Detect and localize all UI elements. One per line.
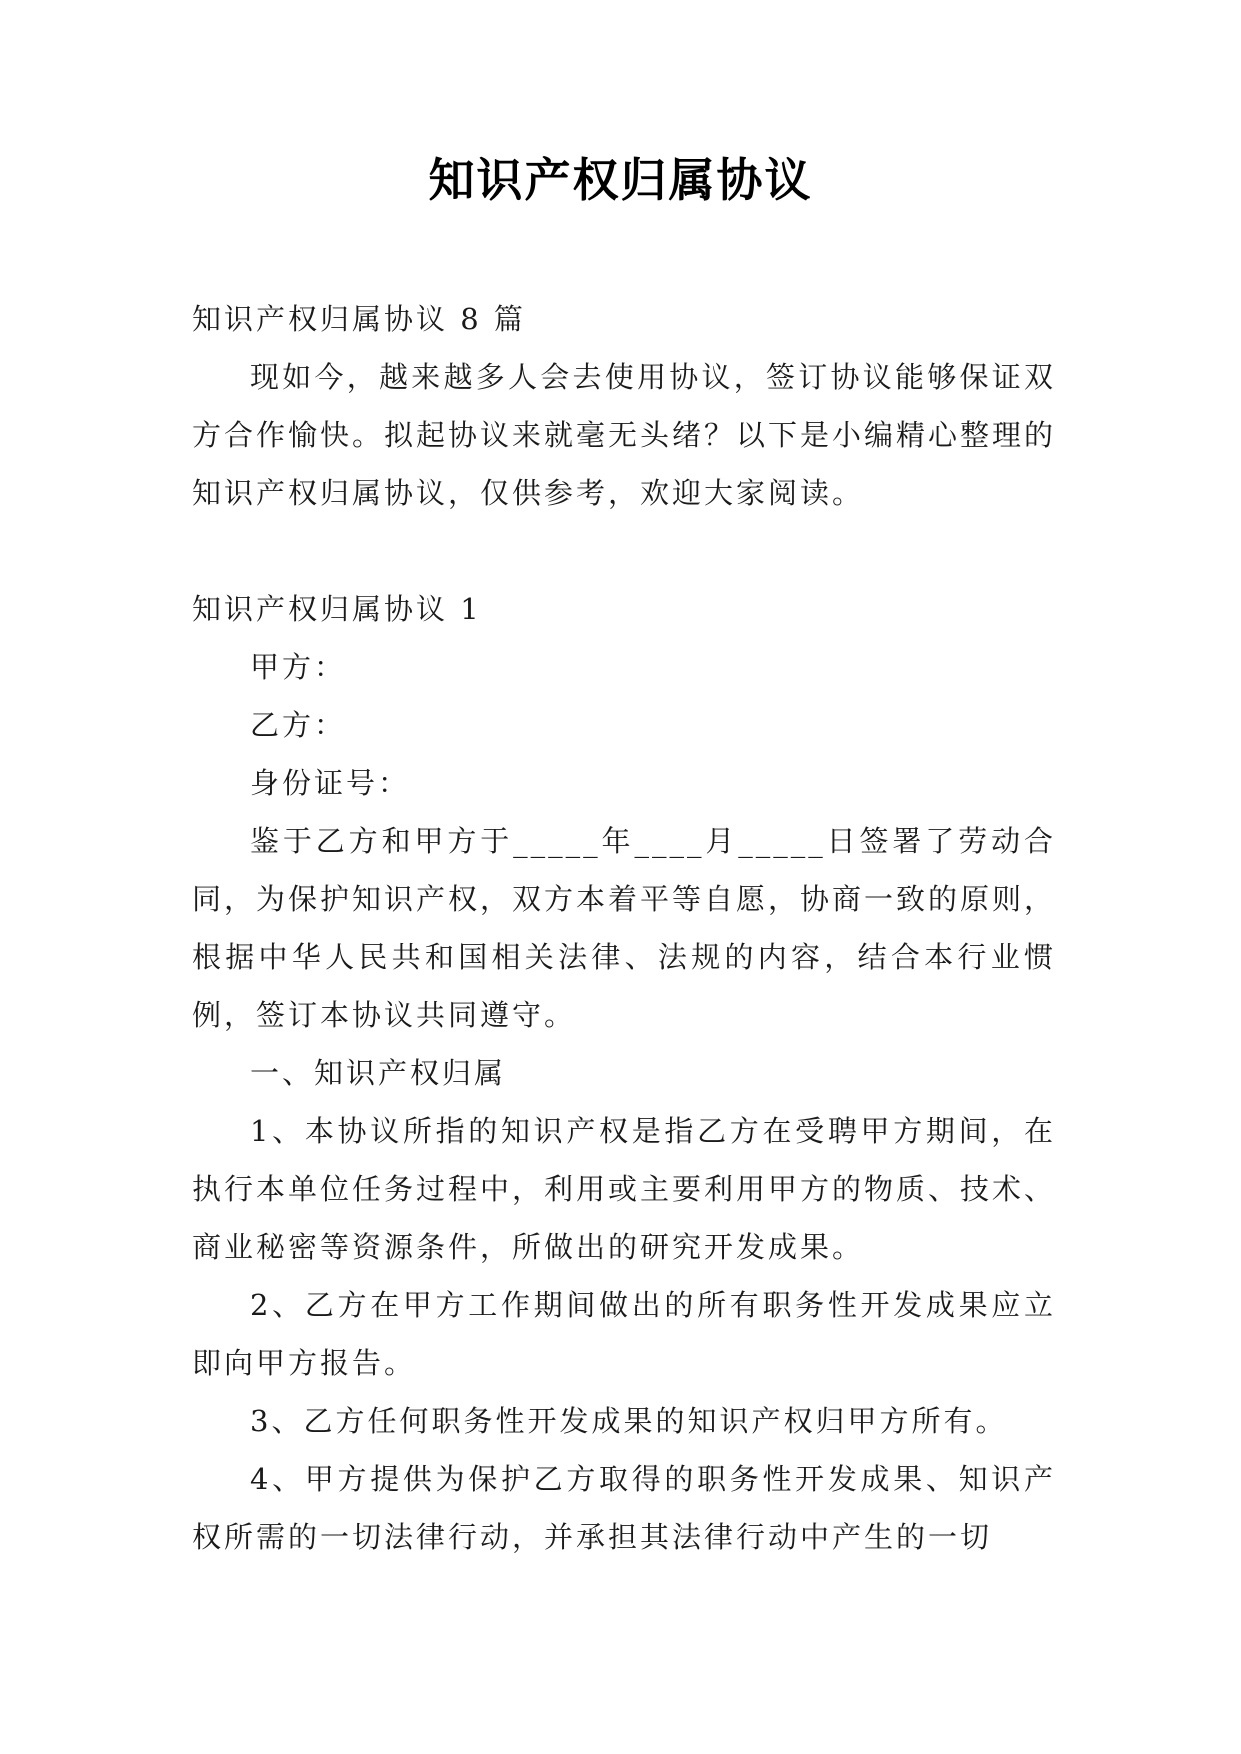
clause-heading: 一、知识产权归属 <box>250 1056 507 1090</box>
clause-4: 4、甲方提供为保护乙方取得的职务性开发成果、知识产权所需的一切法律行动，并承担其法律行动中产生的一切 <box>192 1462 1056 1554</box>
document-subtitle: 知识产权归属协议 8 篇 <box>192 302 526 336</box>
clause-2: 2、乙方在甲方工作期间做出的所有职务性开发成果应立即向甲方报告。 <box>192 1288 1056 1380</box>
section-heading: 知识产权归属协议 1 <box>192 592 482 626</box>
intro-paragraph: 现如今，越来越多人会去使用协议，签订协议能够保证双方合作愉快。拟起协议来就毫无头绪？以下是小编精心整理的知识产权归属协议，仅供参考，欢迎大家阅读。 <box>192 360 1057 510</box>
clause-1: 1、本协议所指的知识产权是指乙方在受聘甲方期间，在执行本单位任务过程中，利用或主要利用甲方的物质、技术、商业秘密等资源条件，所做出的研究开发成果。 <box>192 1114 1057 1264</box>
party-a-line: 甲方： <box>250 650 347 684</box>
party-b-line: 乙方： <box>250 708 347 742</box>
document-body <box>192 290 1056 1566</box>
document-title: 知识产权归属协议 <box>428 153 813 207</box>
id-number-line: 身份证号： <box>250 766 411 800</box>
preamble-paragraph: 鉴于乙方和甲方于_____年____月_____日签署了劳动合同，为保护知识产权，双方本着平等自愿，协商一致的原则，根据中华人民共和国相关法律、法规的内容，结合本行业惯例，签订本协议共同遵守。 <box>192 824 1057 1032</box>
paragraph-spacer <box>192 522 1056 580</box>
clause-3: 3、乙方任何职务性开发成果的知识产权归甲方所有。 <box>250 1404 1008 1438</box>
